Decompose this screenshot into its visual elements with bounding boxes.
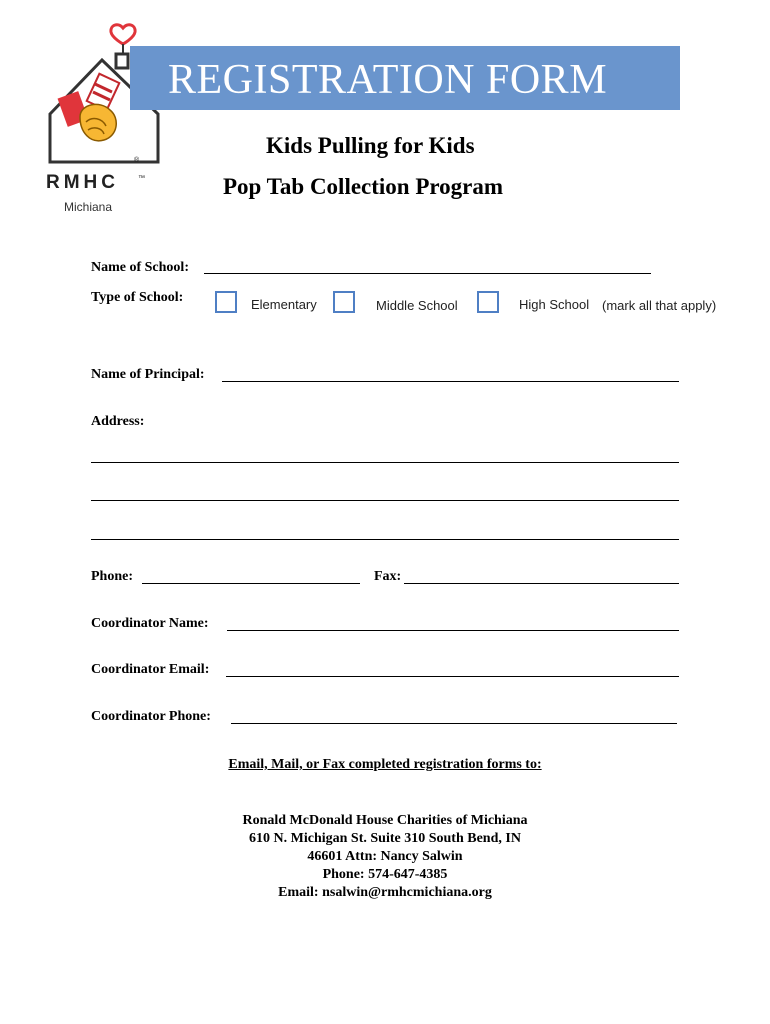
registered-mark: ® xyxy=(134,157,140,164)
elementary-label: Elementary xyxy=(251,297,317,312)
school-name-field[interactable] xyxy=(204,273,651,274)
coordinator-name-label: Coordinator Name: xyxy=(91,616,209,631)
logo-region-text: Michiana xyxy=(64,200,113,214)
address-line-3-field[interactable] xyxy=(91,539,679,540)
high-school-checkbox[interactable] xyxy=(477,291,499,313)
trademark-mark: ™ xyxy=(138,175,145,182)
submission-instructions: Email, Mail, or Fax completed registration forms to: xyxy=(228,757,542,772)
address-line-1-field[interactable] xyxy=(91,462,679,463)
address-street: 610 N. Michigan St. Suite 310 South Bend, IN xyxy=(249,831,521,846)
coordinator-name-field[interactable] xyxy=(227,630,679,631)
coordinator-email-field[interactable] xyxy=(226,676,679,677)
fax-field[interactable] xyxy=(404,583,679,584)
phone-field[interactable] xyxy=(142,583,360,584)
mailing-address-block xyxy=(0,812,770,902)
page-title: REGISTRATION FORM xyxy=(168,57,608,103)
address-zip-attn: 46601 Attn: Nancy Salwin xyxy=(307,849,463,864)
contact-email[interactable]: Email: nsalwin@rmhcmichiana.org xyxy=(278,885,492,900)
school-name-label: Name of School: xyxy=(91,260,189,275)
address-org: Ronald McDonald House Charities of Michiana xyxy=(242,813,528,828)
high-school-label: High School xyxy=(519,297,590,312)
logo-brand-text: RMHC xyxy=(46,172,119,193)
coordinator-phone-field[interactable] xyxy=(231,723,677,724)
principal-label: Name of Principal: xyxy=(91,367,205,382)
principal-field[interactable] xyxy=(222,381,679,382)
address-line-2-field[interactable] xyxy=(91,500,679,501)
address-label: Address: xyxy=(91,414,145,429)
subtitle-program: Kids Pulling for Kids xyxy=(266,133,475,158)
contact-phone: Phone: 574-647-4385 xyxy=(322,867,448,882)
school-type-note: (mark all that apply) xyxy=(602,298,717,313)
middle-school-label: Middle School xyxy=(376,298,458,313)
fax-label: Fax: xyxy=(374,569,402,584)
subtitle-collection: Pop Tab Collection Program xyxy=(223,174,504,199)
elementary-checkbox[interactable] xyxy=(215,291,237,313)
middle-school-checkbox[interactable] xyxy=(333,291,355,313)
coordinator-email-label: Coordinator Email: xyxy=(91,662,210,677)
school-type-label: Type of School: xyxy=(91,290,184,305)
phone-label: Phone: xyxy=(91,569,133,584)
coordinator-phone-label: Coordinator Phone: xyxy=(91,709,211,724)
